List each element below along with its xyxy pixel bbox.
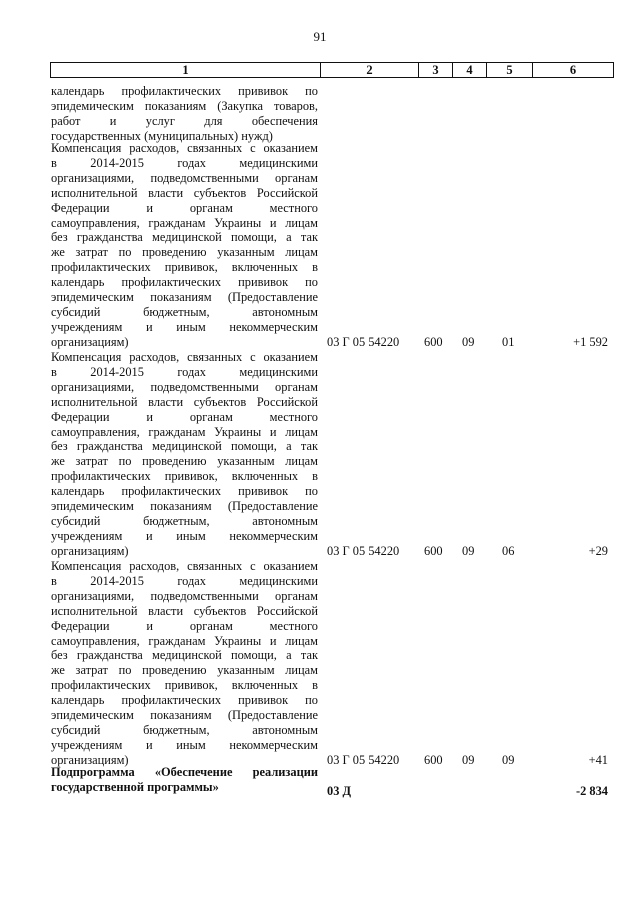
description-line: субсидий бюджетным, автономным bbox=[51, 722, 318, 737]
description-line: исполнительной власти субъектов Российской bbox=[51, 603, 318, 618]
subsection-code: 01 bbox=[502, 334, 515, 349]
description-line: государственных (муниципальных) нужд) bbox=[51, 128, 273, 143]
section-code: 09 bbox=[462, 543, 475, 558]
description-line: организациям) bbox=[51, 752, 129, 767]
description-line: календарь профилактических прививок по bbox=[51, 275, 318, 290]
description-line: самоуправления, гражданам Украины и лицам bbox=[51, 424, 318, 439]
description-line: организациям) bbox=[51, 543, 129, 558]
description-line: Компенсация расходов, связанных с оказанием bbox=[51, 350, 318, 364]
row-description bbox=[51, 765, 318, 795]
row-description bbox=[51, 350, 318, 559]
description-line: календарь профилактических прививок по bbox=[51, 693, 318, 708]
amount: -2 834 bbox=[575, 783, 608, 798]
expense-type: 600 bbox=[424, 334, 443, 349]
description-line: учреждениям и иным некоммерческим bbox=[51, 737, 318, 752]
amount: +41 bbox=[588, 752, 608, 767]
section-code: 09 bbox=[462, 334, 475, 349]
description-line: в 2014-2015 годах медицинскими bbox=[51, 364, 318, 379]
subsection-code: 06 bbox=[502, 543, 515, 558]
description-line: государственной программы» bbox=[51, 779, 219, 794]
row-description bbox=[51, 141, 318, 350]
budget-code: 03 Г 05 54220 bbox=[327, 543, 400, 558]
header-col-4: 4 bbox=[452, 62, 486, 78]
description-line: эпидемическим показаниям (Предоставление bbox=[51, 499, 318, 514]
description-line: Подпрограмма «Обеспечение реализации bbox=[51, 765, 318, 779]
description-line: в 2014-2015 годах медицинскими bbox=[51, 155, 318, 170]
description-line: календарь профилактических прививок по bbox=[51, 484, 318, 499]
header-col-6: 6 bbox=[532, 62, 614, 78]
description-line: же затрат по проведению указанным лицам bbox=[51, 245, 318, 260]
budget-code: 03 Д bbox=[327, 783, 352, 798]
description-line: работ и услуг для обеспечения bbox=[51, 113, 318, 128]
header-col-2: 2 bbox=[320, 62, 418, 78]
description-line: без гражданства медицинской помощи, а так bbox=[51, 439, 318, 454]
description-line: профилактических прививок, включенных в bbox=[51, 260, 318, 275]
description-line: календарь профилактических прививок по bbox=[51, 84, 318, 98]
description-line: организациями, подведомственными органам bbox=[51, 379, 318, 394]
description-line: организациям) bbox=[51, 334, 129, 349]
description-line: профилактических прививок, включенных в bbox=[51, 678, 318, 693]
description-line: же затрат по проведению указанным лицам bbox=[51, 454, 318, 469]
expense-type: 600 bbox=[424, 543, 443, 558]
description-line: эпидемическим показаниям (Предоставление bbox=[51, 708, 318, 723]
description-line: Компенсация расходов, связанных с оказанием bbox=[51, 141, 318, 155]
description-line: субсидий бюджетным, автономным bbox=[51, 513, 318, 528]
description-line: исполнительной власти субъектов Российской bbox=[51, 185, 318, 200]
description-line: организациями, подведомственными органам bbox=[51, 170, 318, 185]
expense-type: 600 bbox=[424, 752, 443, 767]
description-line: исполнительной власти субъектов Российской bbox=[51, 394, 318, 409]
row-description bbox=[51, 84, 318, 144]
budget-code: 03 Г 05 54220 bbox=[327, 334, 400, 349]
amount: +29 bbox=[588, 543, 608, 558]
description-line: профилактических прививок, включенных в bbox=[51, 469, 318, 484]
description-line: в 2014-2015 годах медицинскими bbox=[51, 573, 318, 588]
description-line: эпидемическим показаниям (Закупка товаров, bbox=[51, 98, 318, 113]
description-line: самоуправления, гражданам Украины и лицам bbox=[51, 633, 318, 648]
subsection-code: 09 bbox=[502, 752, 515, 767]
description-line: без гражданства медицинской помощи, а так bbox=[51, 648, 318, 663]
description-line: без гражданства медицинской помощи, а так bbox=[51, 230, 318, 245]
description-line: самоуправления, гражданам Украины и лицам bbox=[51, 215, 318, 230]
budget-code: 03 Г 05 54220 bbox=[327, 752, 400, 767]
description-line: организациями, подведомственными органам bbox=[51, 588, 318, 603]
description-line: учреждениям и иным некоммерческим bbox=[51, 319, 318, 334]
description-line: субсидий бюджетным, автономным bbox=[51, 304, 318, 319]
row-description bbox=[51, 559, 318, 768]
description-line: Компенсация расходов, связанных с оказанием bbox=[51, 559, 318, 573]
description-line: Федерации и органам местного bbox=[51, 618, 318, 633]
description-line: учреждениям и иным некоммерческим bbox=[51, 528, 318, 543]
description-line: Федерации и органам местного bbox=[51, 409, 318, 424]
page-number: 91 bbox=[313, 29, 327, 44]
description-line: Федерации и органам местного bbox=[51, 200, 318, 215]
header-col-5: 5 bbox=[486, 62, 532, 78]
header-col-1: 1 bbox=[50, 62, 320, 78]
description-line: же затрат по проведению указанным лицам bbox=[51, 663, 318, 678]
header-col-3: 3 bbox=[418, 62, 452, 78]
description-line: эпидемическим показаниям (Предоставление bbox=[51, 290, 318, 305]
amount: +1 592 bbox=[573, 334, 608, 349]
section-code: 09 bbox=[462, 752, 475, 767]
